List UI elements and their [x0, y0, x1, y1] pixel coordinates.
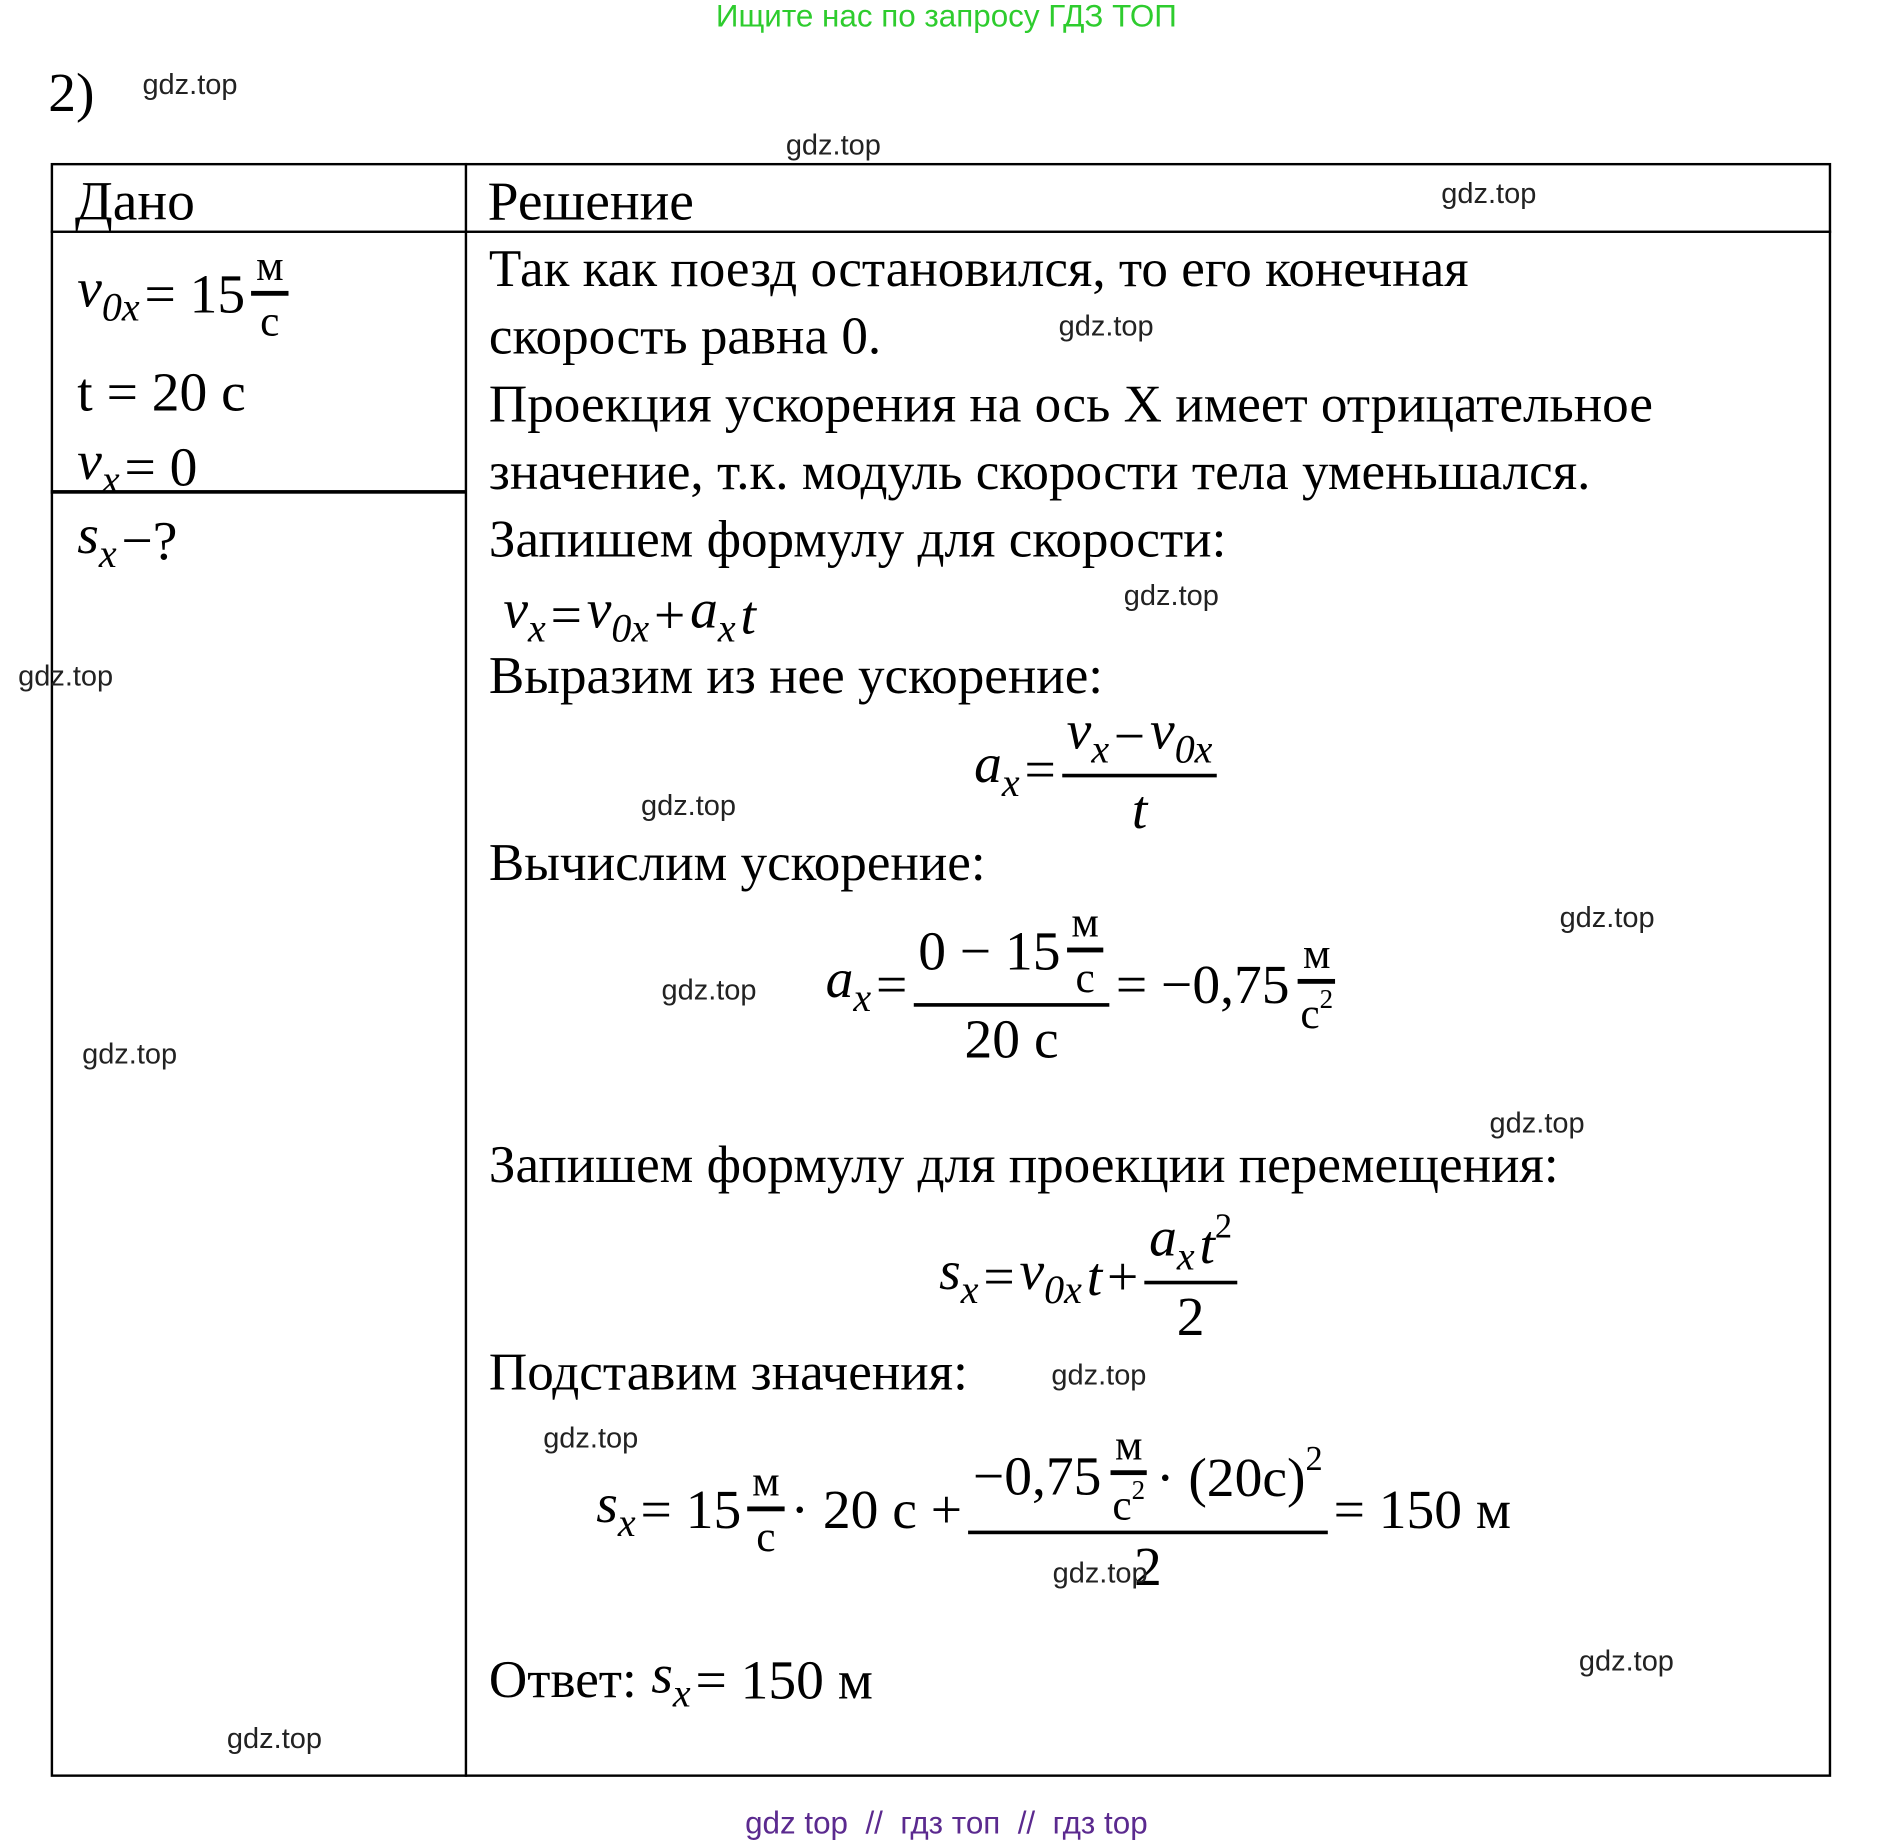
watermark: gdz.top [1123, 579, 1219, 612]
math-term [756, 1511, 775, 1562]
column-divider [465, 163, 467, 1777]
math-text: = 15 [640, 1478, 742, 1540]
subscript: x [101, 458, 120, 503]
math-text: с [1300, 989, 1320, 1038]
denominator [1296, 984, 1338, 1039]
given-header: Дано [74, 170, 195, 232]
fraction [747, 1456, 784, 1562]
math-term [1067, 698, 1109, 774]
numerator [1062, 698, 1217, 777]
answer-formula [649, 1642, 876, 1718]
math-term [974, 732, 1020, 808]
subscript: 0x [1044, 1268, 1082, 1314]
problem-number: 2) [48, 61, 95, 124]
math-text: −0,75 [972, 1444, 1102, 1506]
math-term [1199, 1209, 1232, 1277]
math-text: · (20с) [1155, 1446, 1306, 1508]
variable: s [596, 1472, 618, 1534]
math-term [1114, 704, 1145, 768]
watermark: gdz.top [1058, 310, 1154, 343]
variable: a [1149, 1206, 1177, 1268]
numerator [913, 897, 1109, 1007]
subscript: x [1001, 761, 1020, 807]
math-term [1071, 897, 1098, 948]
math-term [939, 1239, 978, 1315]
subscript: x [960, 1268, 979, 1314]
math-term [1076, 952, 1095, 1003]
variable: s [651, 1642, 673, 1705]
watermark: gdz.top [1489, 1106, 1585, 1140]
denominator [1107, 1475, 1149, 1530]
fraction [251, 240, 288, 346]
watermark: gdz.top [1578, 1645, 1674, 1678]
fraction [1107, 1420, 1149, 1531]
math-text: = [550, 583, 582, 646]
denominator [960, 1007, 1064, 1071]
math-term [695, 1647, 873, 1711]
fraction [1062, 698, 1217, 841]
subscript: x [853, 975, 872, 1021]
watermark: gdz.top [142, 68, 238, 102]
math-text: = [983, 1245, 1015, 1308]
math-text: + [1106, 1245, 1139, 1308]
math-term [965, 1007, 1059, 1071]
watermark: gdz.top [640, 789, 737, 823]
math-text: с [1075, 953, 1095, 1002]
variable: a [974, 732, 1002, 795]
math-text: + [653, 583, 686, 646]
math-term [973, 1443, 1101, 1507]
watermark: gdz.top [1441, 177, 1537, 211]
math-term [77, 429, 119, 505]
math-term [1087, 1245, 1102, 1309]
numerator [1298, 928, 1335, 984]
math-term [1156, 1441, 1323, 1509]
math-term [144, 261, 245, 325]
math-term [551, 583, 582, 647]
fraction [913, 897, 1109, 1071]
math-term [503, 577, 545, 653]
watermark: gdz.top [785, 129, 881, 162]
math-term [1334, 1477, 1512, 1541]
math-term [77, 256, 139, 332]
math-term [260, 296, 279, 347]
math-text: = 150 м [1333, 1478, 1512, 1540]
watermark: gdz.top [82, 1038, 178, 1071]
math-text: = −0,75 [1115, 953, 1290, 1015]
variable: v [1019, 1239, 1045, 1302]
math-text: 2 [1133, 1535, 1162, 1597]
math-term [752, 1456, 779, 1507]
denominator [1127, 777, 1152, 841]
watermark: gdz.top [226, 1722, 322, 1756]
math-text: 2 [1176, 1285, 1205, 1347]
math-text: −? [121, 509, 178, 571]
math-term [124, 434, 197, 498]
denominator [751, 1511, 780, 1562]
variable: t [1199, 1213, 1215, 1276]
subscript: x [1176, 1234, 1195, 1280]
math-text: м [1303, 929, 1331, 978]
solution-line: Проекция ускорения на ось X имеет отрицательное [488, 374, 1653, 434]
math-text: = [1024, 738, 1056, 801]
solution-line: значение, т.к. модуль скорости тела уменьшался. [488, 441, 1591, 501]
watermark: gdz.top [1559, 901, 1655, 935]
numerator [251, 240, 288, 296]
math-text: t = 20 с [77, 360, 246, 423]
watermark: gdz.top [661, 974, 757, 1007]
solution-line: Запишем формулу для скорости: [488, 509, 1227, 569]
math-term [1132, 777, 1147, 841]
subscript: x [98, 531, 117, 577]
numerator [1144, 1205, 1237, 1284]
math-text: = [875, 953, 908, 1015]
math-text: м [1114, 1420, 1143, 1470]
math-text: = 0 [124, 435, 198, 498]
math-text: с [260, 296, 280, 346]
solution-line: Вычислим ускорение: [488, 832, 986, 893]
formula-acceleration-calc [823, 899, 1341, 1068]
math-term [1177, 1284, 1205, 1348]
variable: v [586, 578, 612, 640]
variable: s [939, 1239, 961, 1302]
math-term [587, 577, 649, 653]
given-v0x [75, 233, 292, 354]
math-term [121, 508, 177, 572]
math-term [1019, 1239, 1081, 1315]
formula-acceleration [972, 699, 1221, 840]
numerator [1110, 1420, 1147, 1476]
formula-velocity [501, 577, 758, 653]
math-text: м [256, 241, 284, 290]
superscript: 2 [1305, 1441, 1323, 1479]
math-term [77, 502, 116, 578]
math-term [1300, 984, 1333, 1039]
math-term [1149, 1205, 1195, 1281]
variable: s [77, 503, 99, 565]
math-term [983, 1245, 1014, 1309]
math-text: 0 − 15 [918, 919, 1061, 981]
solution-line: скорость равна 0. [488, 306, 882, 366]
subscript: 0x [101, 285, 140, 330]
variable: a [825, 947, 854, 1009]
watermark: gdz.top [1051, 1359, 1147, 1392]
variable: a [690, 578, 718, 640]
solution-header: Решение [487, 170, 694, 232]
math-term [256, 240, 283, 291]
math-term [1303, 928, 1330, 979]
superscript: 2 [1214, 1208, 1233, 1247]
subscript: x [528, 606, 546, 652]
find-sx [75, 502, 180, 578]
superscript: 2 [1319, 983, 1334, 1015]
math-term [1150, 698, 1212, 774]
numerator [968, 1420, 1327, 1534]
math-text: − [1113, 704, 1146, 767]
subscript: 0x [611, 606, 650, 652]
math-term [1112, 1475, 1145, 1530]
superscript: 2 [1131, 1475, 1146, 1506]
subscript: x [717, 606, 736, 652]
solution-line: Запишем формулу для проекции перемещения: [488, 1134, 1559, 1194]
variable: v [1150, 699, 1175, 761]
promo-banner: Ищите нас по запросу ГДЗ ТОП [715, 0, 1177, 34]
math-term [1116, 952, 1290, 1016]
solution-line: Так как поезд остановился, то его конечная [488, 239, 1469, 299]
denominator [1172, 1284, 1209, 1348]
variable: v [503, 578, 529, 640]
math-term [790, 1477, 962, 1541]
variable: t [1131, 778, 1148, 840]
math-text: · 20 с + [790, 1478, 963, 1540]
given-vx [75, 429, 200, 505]
denominator [255, 296, 284, 347]
variable: v [77, 429, 102, 492]
answer [489, 1642, 875, 1718]
math-term [918, 918, 1060, 982]
math-text: = 15 [144, 262, 246, 325]
solution-line: Подставим значения: [488, 1342, 968, 1402]
math-term [690, 577, 736, 653]
math-term [826, 946, 872, 1022]
solution-line: Выразим из нее ускорение: [488, 645, 1104, 705]
answer-label: Ответ: [488, 1649, 637, 1709]
math-text: = 150 м [695, 1648, 873, 1711]
header-divider [51, 231, 1831, 233]
math-term [1107, 1245, 1138, 1309]
variable: v [1066, 699, 1092, 761]
subscript: x [1091, 727, 1110, 773]
watermark: gdz.top [1052, 1557, 1148, 1590]
numerator [747, 1456, 784, 1512]
variable: v [77, 256, 102, 319]
subscript: x [672, 1671, 691, 1716]
math-text: м [752, 1456, 780, 1506]
math-term [876, 952, 907, 1016]
math-term [640, 1477, 741, 1541]
subscript: x [617, 1500, 636, 1546]
watermark: gdz.top [18, 660, 114, 693]
math-term [1024, 738, 1055, 802]
numerator [1067, 897, 1104, 953]
subscript: 0x [1174, 727, 1213, 773]
math-term [740, 583, 755, 647]
math-term [654, 583, 685, 647]
fraction [1144, 1205, 1237, 1348]
math-text: м [1071, 898, 1099, 947]
watermark: gdz.top [543, 1421, 639, 1455]
denominator [1071, 952, 1100, 1003]
fraction [1296, 928, 1338, 1039]
footer-links: gdz top // гдз топ // гдз top [745, 1804, 1148, 1841]
math-text: 20 с [964, 1007, 1059, 1070]
variable: t [740, 583, 756, 646]
fraction [1067, 897, 1104, 1003]
formula-displacement [937, 1207, 1241, 1346]
math-text: с [756, 1512, 776, 1561]
math-term [77, 360, 246, 424]
math-term [651, 1642, 690, 1718]
fraction [968, 1420, 1327, 1598]
given-t [75, 360, 248, 424]
variable: t [1086, 1245, 1103, 1308]
math-text: с [1112, 1480, 1132, 1530]
math-term [1115, 1420, 1142, 1471]
math-term [596, 1471, 635, 1547]
